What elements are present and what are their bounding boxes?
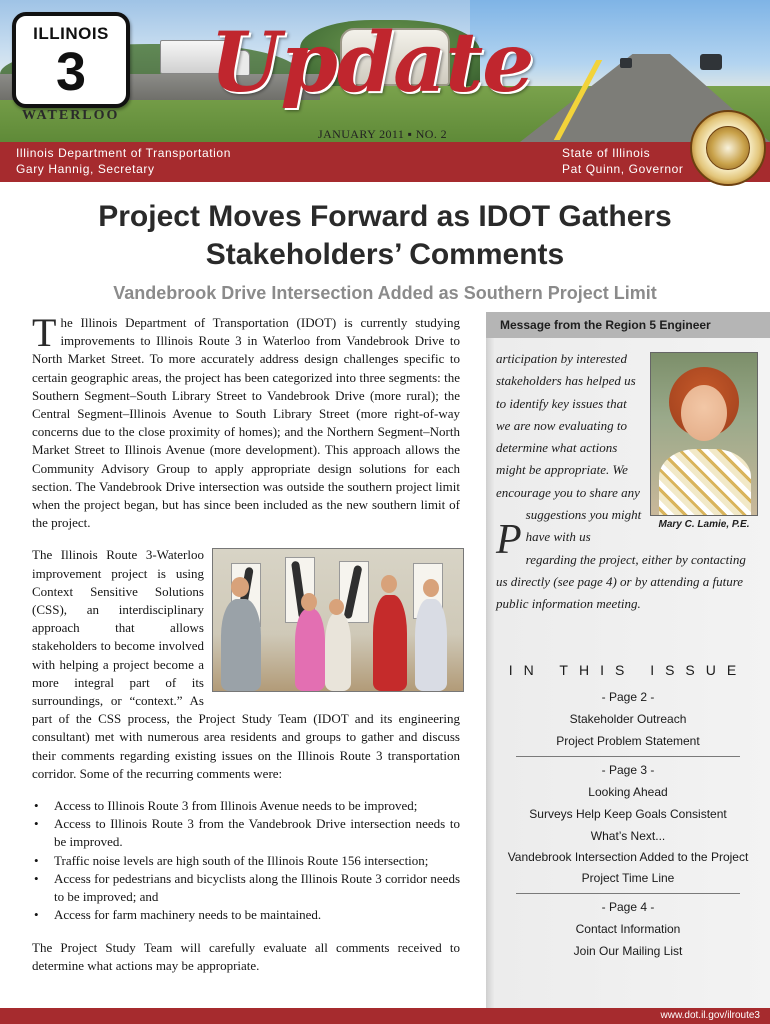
divider bbox=[516, 893, 740, 894]
car bbox=[700, 54, 722, 70]
attendee bbox=[415, 599, 447, 691]
toc-item: Join Our Mailing List bbox=[573, 944, 683, 958]
toc-page-label: - Page 4 - bbox=[601, 900, 655, 914]
website-link[interactable]: www.dot.il.gov/ilroute3 bbox=[660, 1010, 760, 1021]
town-label: WATERLOO bbox=[22, 108, 120, 123]
paragraph-text: he Illinois Department of Transportation (IDOT) is currently studying improvements to Illinois Route 3 in Waterloo from Vandebrook Drive to North Market Street. To more accurately address design challenges specific to certain geographic areas, the project has been categorized into three segments: the Southern Segment–South Library Street to Vandebrook Drive (more rural); the Central Segment–Illinois Avenue to South Library Street (more right-of-way concerns due to the close proximity of homes); and the Northern Segment–North Market Street to Illinois Avenue (more development). This approach allows the Community Advisory Group to apply appropriate design solutions for each section. The Vandebrook Drive intersection was outside the southern project limit when the project began, but has since been included as the new southern limit of the project. bbox=[32, 315, 460, 531]
engineer-caption: Mary C. Lamie, P.E. bbox=[658, 519, 750, 530]
list-item: • Traffic noise levels are high south of the Illinois Route 156 intersection; bbox=[32, 852, 460, 870]
comments-list bbox=[32, 797, 460, 924]
toc-item: Stakeholder Outreach bbox=[569, 712, 687, 726]
shield-route-number: 3 bbox=[55, 42, 87, 102]
toc-item: Project Problem Statement bbox=[556, 734, 700, 748]
article-paragraph: The Project Study Team will carefully evaluate all comments received to determine what actions may be appropriate. bbox=[32, 939, 460, 973]
car bbox=[620, 58, 632, 68]
newsletter-logo: Update bbox=[210, 15, 534, 111]
issue-date: JANUARY 2011 ▪ NO. 2 bbox=[318, 127, 448, 141]
article-paragraph bbox=[32, 310, 460, 532]
meeting-photo bbox=[212, 548, 464, 692]
article-subheadline: Vandebrook Drive Intersection Added as Southern Project Limit bbox=[113, 283, 657, 303]
route-shield-logo bbox=[12, 12, 130, 108]
drop-cap: T bbox=[32, 310, 57, 355]
portrait-face bbox=[681, 385, 727, 441]
in-this-issue-heading: IN THIS ISSUE bbox=[508, 662, 748, 678]
toc-item: Looking Ahead bbox=[588, 785, 668, 799]
governor-name: Pat Quinn, Governor bbox=[562, 162, 684, 176]
agency-banner bbox=[0, 142, 770, 182]
attendee bbox=[295, 609, 325, 691]
attendee bbox=[221, 599, 261, 691]
seal-emblem bbox=[706, 126, 750, 170]
engineer-message bbox=[496, 348, 758, 616]
portrait-blouse bbox=[659, 449, 751, 516]
divider bbox=[516, 756, 740, 757]
attendee-head bbox=[381, 575, 397, 593]
message-header bbox=[486, 312, 770, 338]
attendee bbox=[325, 613, 351, 691]
toc-page-label: - Page 3 - bbox=[601, 763, 655, 777]
toc-item: Vandebrook Intersection Added to the Project bbox=[507, 850, 749, 864]
secretary-name: Gary Hannig, Secretary bbox=[16, 162, 155, 176]
message-title: Message from the Region 5 Engineer bbox=[500, 318, 711, 332]
engineer-portrait bbox=[650, 352, 758, 516]
list-item: • Access for pedestrians and bicyclists along the Illinois Route 3 corridor needs to be improved; and bbox=[32, 870, 460, 906]
toc-item: Project Time Line bbox=[581, 871, 675, 885]
list-item: • Access for farm machinery needs to be maintained. bbox=[32, 906, 460, 924]
masthead-photo-banner bbox=[0, 0, 770, 142]
sidebar bbox=[486, 312, 770, 1008]
list-item: • Access to Illinois Route 3 from the Vandebrook Drive intersection needs to be improved. bbox=[32, 815, 460, 851]
attendee bbox=[373, 595, 407, 691]
article-paragraph bbox=[32, 546, 460, 783]
toc-item: Contact Information bbox=[575, 922, 681, 936]
footer-bar bbox=[0, 1008, 770, 1024]
paragraph-text: The Illinois Route 3-Waterloo improvement project is using Context Sensitive Solutions (CSS), an interdisciplinary approach that allows stakeholders to become involved with helping a project become a more integral part of its surroundings, or “context.” As part of the CSS process, the Project Study Team (IDOT and its engineering consultant) met with numerous area residents and groups to gather and discuss their comments regarding existing issues on the Illinois Route 3 transportation corridor. Some of the recurring comments were: bbox=[32, 547, 460, 781]
message-text: articipation by interested stakeholders has helped us to identify key issues that we are now evaluating to determine what actions might be appropriate. We encourage you to share any suggestions you might have with us regarding the project, either by contacting us directly (see page 4) or by attending a future public information meeting. bbox=[496, 351, 746, 612]
article-headline: Project Moves Forward as IDOT Gathers Stakeholders’ Comments bbox=[98, 200, 672, 271]
drop-cap: P bbox=[496, 517, 522, 563]
table-of-contents bbox=[506, 684, 750, 966]
state-seal-icon bbox=[690, 110, 766, 186]
toc-item: Surveys Help Keep Goals Consistent bbox=[529, 807, 727, 821]
department-name: Illinois Department of Transportation bbox=[16, 146, 231, 160]
list-item: • Access to Illinois Route 3 from Illinois Avenue needs to be improved; bbox=[32, 797, 460, 815]
toc-item: What’s Next... bbox=[590, 829, 666, 843]
article-body bbox=[32, 310, 460, 989]
state-name: State of Illinois bbox=[562, 146, 651, 160]
toc-page-label: - Page 2 - bbox=[601, 690, 655, 704]
shield-state-label: ILLINOIS bbox=[33, 24, 109, 43]
